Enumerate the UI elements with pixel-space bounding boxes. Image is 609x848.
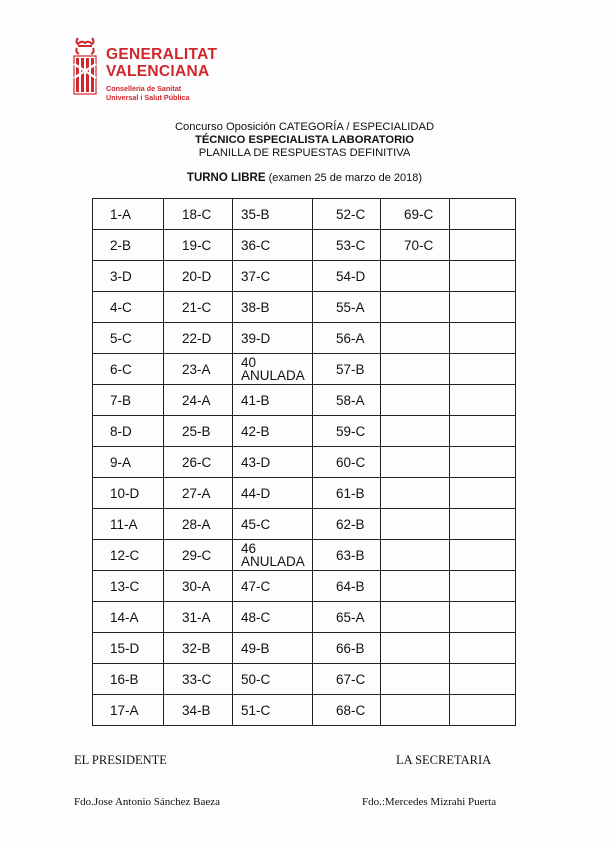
- answer-cell: 28-A: [164, 509, 233, 540]
- answer-cell: [381, 695, 450, 726]
- answer-cell: 8-D: [93, 416, 164, 447]
- table-row: [93, 323, 516, 354]
- answer-cell: [450, 292, 516, 323]
- answer-cell: 60-C: [313, 447, 381, 478]
- answer-cell: 23-A: [164, 354, 233, 385]
- answer-cell: 41-B: [233, 385, 313, 416]
- answer-cell: [450, 261, 516, 292]
- answer-cell: 17-A: [93, 695, 164, 726]
- answer-cell: 39-D: [233, 323, 313, 354]
- answer-cell: [381, 571, 450, 602]
- answer-cell: [381, 261, 450, 292]
- answer-cell: [381, 323, 450, 354]
- anulada-label: ANULADA: [241, 554, 305, 569]
- answer-cell: 15-D: [93, 633, 164, 664]
- answer-cell: 56-A: [313, 323, 381, 354]
- answer-cell: 26-C: [164, 447, 233, 478]
- answer-cell: [450, 540, 516, 571]
- president-title: EL PRESIDENTE: [74, 753, 167, 767]
- answer-cell: 47-C: [233, 571, 313, 602]
- answer-cell: 44-D: [233, 478, 313, 509]
- header-line2: TÉCNICO ESPECIALISTA LABORATORIO: [195, 134, 414, 146]
- answer-cell: 70-C: [381, 230, 450, 261]
- table-row: [93, 695, 516, 726]
- answer-cell: 6-C: [93, 354, 164, 385]
- secretary-title: LA SECRETARIA: [396, 753, 492, 767]
- answer-number: 46: [241, 541, 257, 556]
- answers-table: [92, 198, 516, 726]
- answer-cell: 37-C: [233, 261, 313, 292]
- table-row: [93, 292, 516, 323]
- answer-cell: 7-B: [93, 385, 164, 416]
- answer-cell: 50-C: [233, 664, 313, 695]
- answer-cell: 54-D: [313, 261, 381, 292]
- answer-cell: 31-A: [164, 602, 233, 633]
- answer-cell: 59-C: [313, 416, 381, 447]
- answer-cell: [381, 509, 450, 540]
- answer-cell: 22-D: [164, 323, 233, 354]
- answer-cell: 29-C: [164, 540, 233, 571]
- answer-cell: [381, 664, 450, 695]
- brand-sub1: Conselleria de Sanitat: [106, 84, 182, 93]
- answer-cell: 57-B: [313, 354, 381, 385]
- answer-cell: [450, 447, 516, 478]
- answer-cell: 55-A: [313, 292, 381, 323]
- brand-line1: GENERALITAT: [106, 46, 218, 63]
- answer-cell: 32-B: [164, 633, 233, 664]
- answer-cell: [233, 354, 313, 385]
- answer-cell: 69-C: [381, 199, 450, 230]
- answer-cell: 1-A: [93, 199, 164, 230]
- answer-cell: 16-B: [93, 664, 164, 695]
- table-row: [93, 509, 516, 540]
- answer-cell: 36-C: [233, 230, 313, 261]
- answer-cell: [450, 385, 516, 416]
- table-row: [93, 385, 516, 416]
- answer-cell: [450, 664, 516, 695]
- answer-cell: [450, 602, 516, 633]
- answer-cell: 12-C: [93, 540, 164, 571]
- answer-cell: 53-C: [313, 230, 381, 261]
- answer-cell: 34-B: [164, 695, 233, 726]
- answer-cell: [381, 478, 450, 509]
- answer-cell: 62-B: [313, 509, 381, 540]
- table-row: [93, 540, 516, 571]
- answer-cell: [450, 571, 516, 602]
- answer-cell: 4-C: [93, 292, 164, 323]
- answer-cell: [381, 385, 450, 416]
- answer-cell: 43-D: [233, 447, 313, 478]
- answer-cell: 38-B: [233, 292, 313, 323]
- answer-cell: 2-B: [93, 230, 164, 261]
- generalitat-logo: [72, 34, 222, 104]
- table-row: [93, 354, 516, 385]
- answer-cell: 48-C: [233, 602, 313, 633]
- table-row: [93, 571, 516, 602]
- answer-cell: 3-D: [93, 261, 164, 292]
- answer-cell: 14-A: [93, 602, 164, 633]
- president-name: Fdo.Jose Antonio Sánchez Baeza: [74, 796, 221, 808]
- answer-cell: [381, 633, 450, 664]
- brand-sub2: Universal i Salut Pública: [106, 93, 190, 102]
- header-line1: Concurso Oposición CATEGORÍA / ESPECIALIDAD: [174, 121, 435, 133]
- anulada-label: ANULADA: [241, 368, 305, 383]
- answer-cell: [381, 447, 450, 478]
- answer-cell: [450, 354, 516, 385]
- answer-cell: 24-A: [164, 385, 233, 416]
- answer-cell: 33-C: [164, 664, 233, 695]
- answer-cell: 30-A: [164, 571, 233, 602]
- answer-cell: 66-B: [313, 633, 381, 664]
- answer-cell: 61-B: [313, 478, 381, 509]
- answer-cell: 68-C: [313, 695, 381, 726]
- header-line3: PLANILLA DE RESPUESTAS DEFINITIVA: [198, 147, 411, 159]
- brand-line2: VALENCIANA: [106, 63, 210, 80]
- answer-cell: 9-A: [93, 447, 164, 478]
- answer-cell: 45-C: [233, 509, 313, 540]
- answer-cell: [450, 695, 516, 726]
- answer-cell: 35-B: [233, 199, 313, 230]
- table-row: [93, 447, 516, 478]
- table-row: [93, 261, 516, 292]
- table-row: [93, 602, 516, 633]
- answer-cell: 67-C: [313, 664, 381, 695]
- table-row: [93, 199, 516, 230]
- answer-cell: [381, 602, 450, 633]
- answer-cell: [381, 416, 450, 447]
- answer-cell: 19-C: [164, 230, 233, 261]
- answer-cell: [381, 292, 450, 323]
- answer-cell: [233, 540, 313, 571]
- answer-number: 40: [241, 355, 257, 370]
- answers-body: [93, 199, 516, 726]
- answer-cell: 64-B: [313, 571, 381, 602]
- answer-cell: 21-C: [164, 292, 233, 323]
- answer-cell: 13-C: [93, 571, 164, 602]
- answer-cell: [450, 199, 516, 230]
- turno-detail: (examen 25 de marzo de 2018): [268, 172, 423, 184]
- turno-label: TURNO LIBRE: [186, 172, 266, 184]
- answer-cell: [450, 633, 516, 664]
- answer-cell: 10-D: [93, 478, 164, 509]
- answer-cell: 65-A: [313, 602, 381, 633]
- answer-cell: 49-B: [233, 633, 313, 664]
- answer-cell: 42-B: [233, 416, 313, 447]
- answer-cell: 5-C: [93, 323, 164, 354]
- answer-cell: 20-D: [164, 261, 233, 292]
- answer-cell: [381, 354, 450, 385]
- answer-cell: [450, 478, 516, 509]
- answer-cell: 63-B: [313, 540, 381, 571]
- answer-cell: [381, 540, 450, 571]
- secretary-name: Fdo.:Mercedes Mizrahi Puerta: [362, 796, 497, 808]
- answer-cell: 18-C: [164, 199, 233, 230]
- answer-cell: 11-A: [93, 509, 164, 540]
- answer-cell: 25-B: [164, 416, 233, 447]
- answer-cell: 51-C: [233, 695, 313, 726]
- table-row: [93, 230, 516, 261]
- answer-cell: [450, 416, 516, 447]
- answer-cell: [450, 230, 516, 261]
- table-row: [93, 478, 516, 509]
- answer-cell: [450, 323, 516, 354]
- answer-cell: [450, 509, 516, 540]
- table-row: [93, 664, 516, 695]
- generalitat-emblem-icon: [72, 34, 98, 98]
- answer-cell: 58-A: [313, 385, 381, 416]
- table-row: [93, 416, 516, 447]
- answer-cell: 27-A: [164, 478, 233, 509]
- answer-cell: 52-C: [313, 199, 381, 230]
- table-row: [93, 633, 516, 664]
- turno-line: [0, 172, 609, 184]
